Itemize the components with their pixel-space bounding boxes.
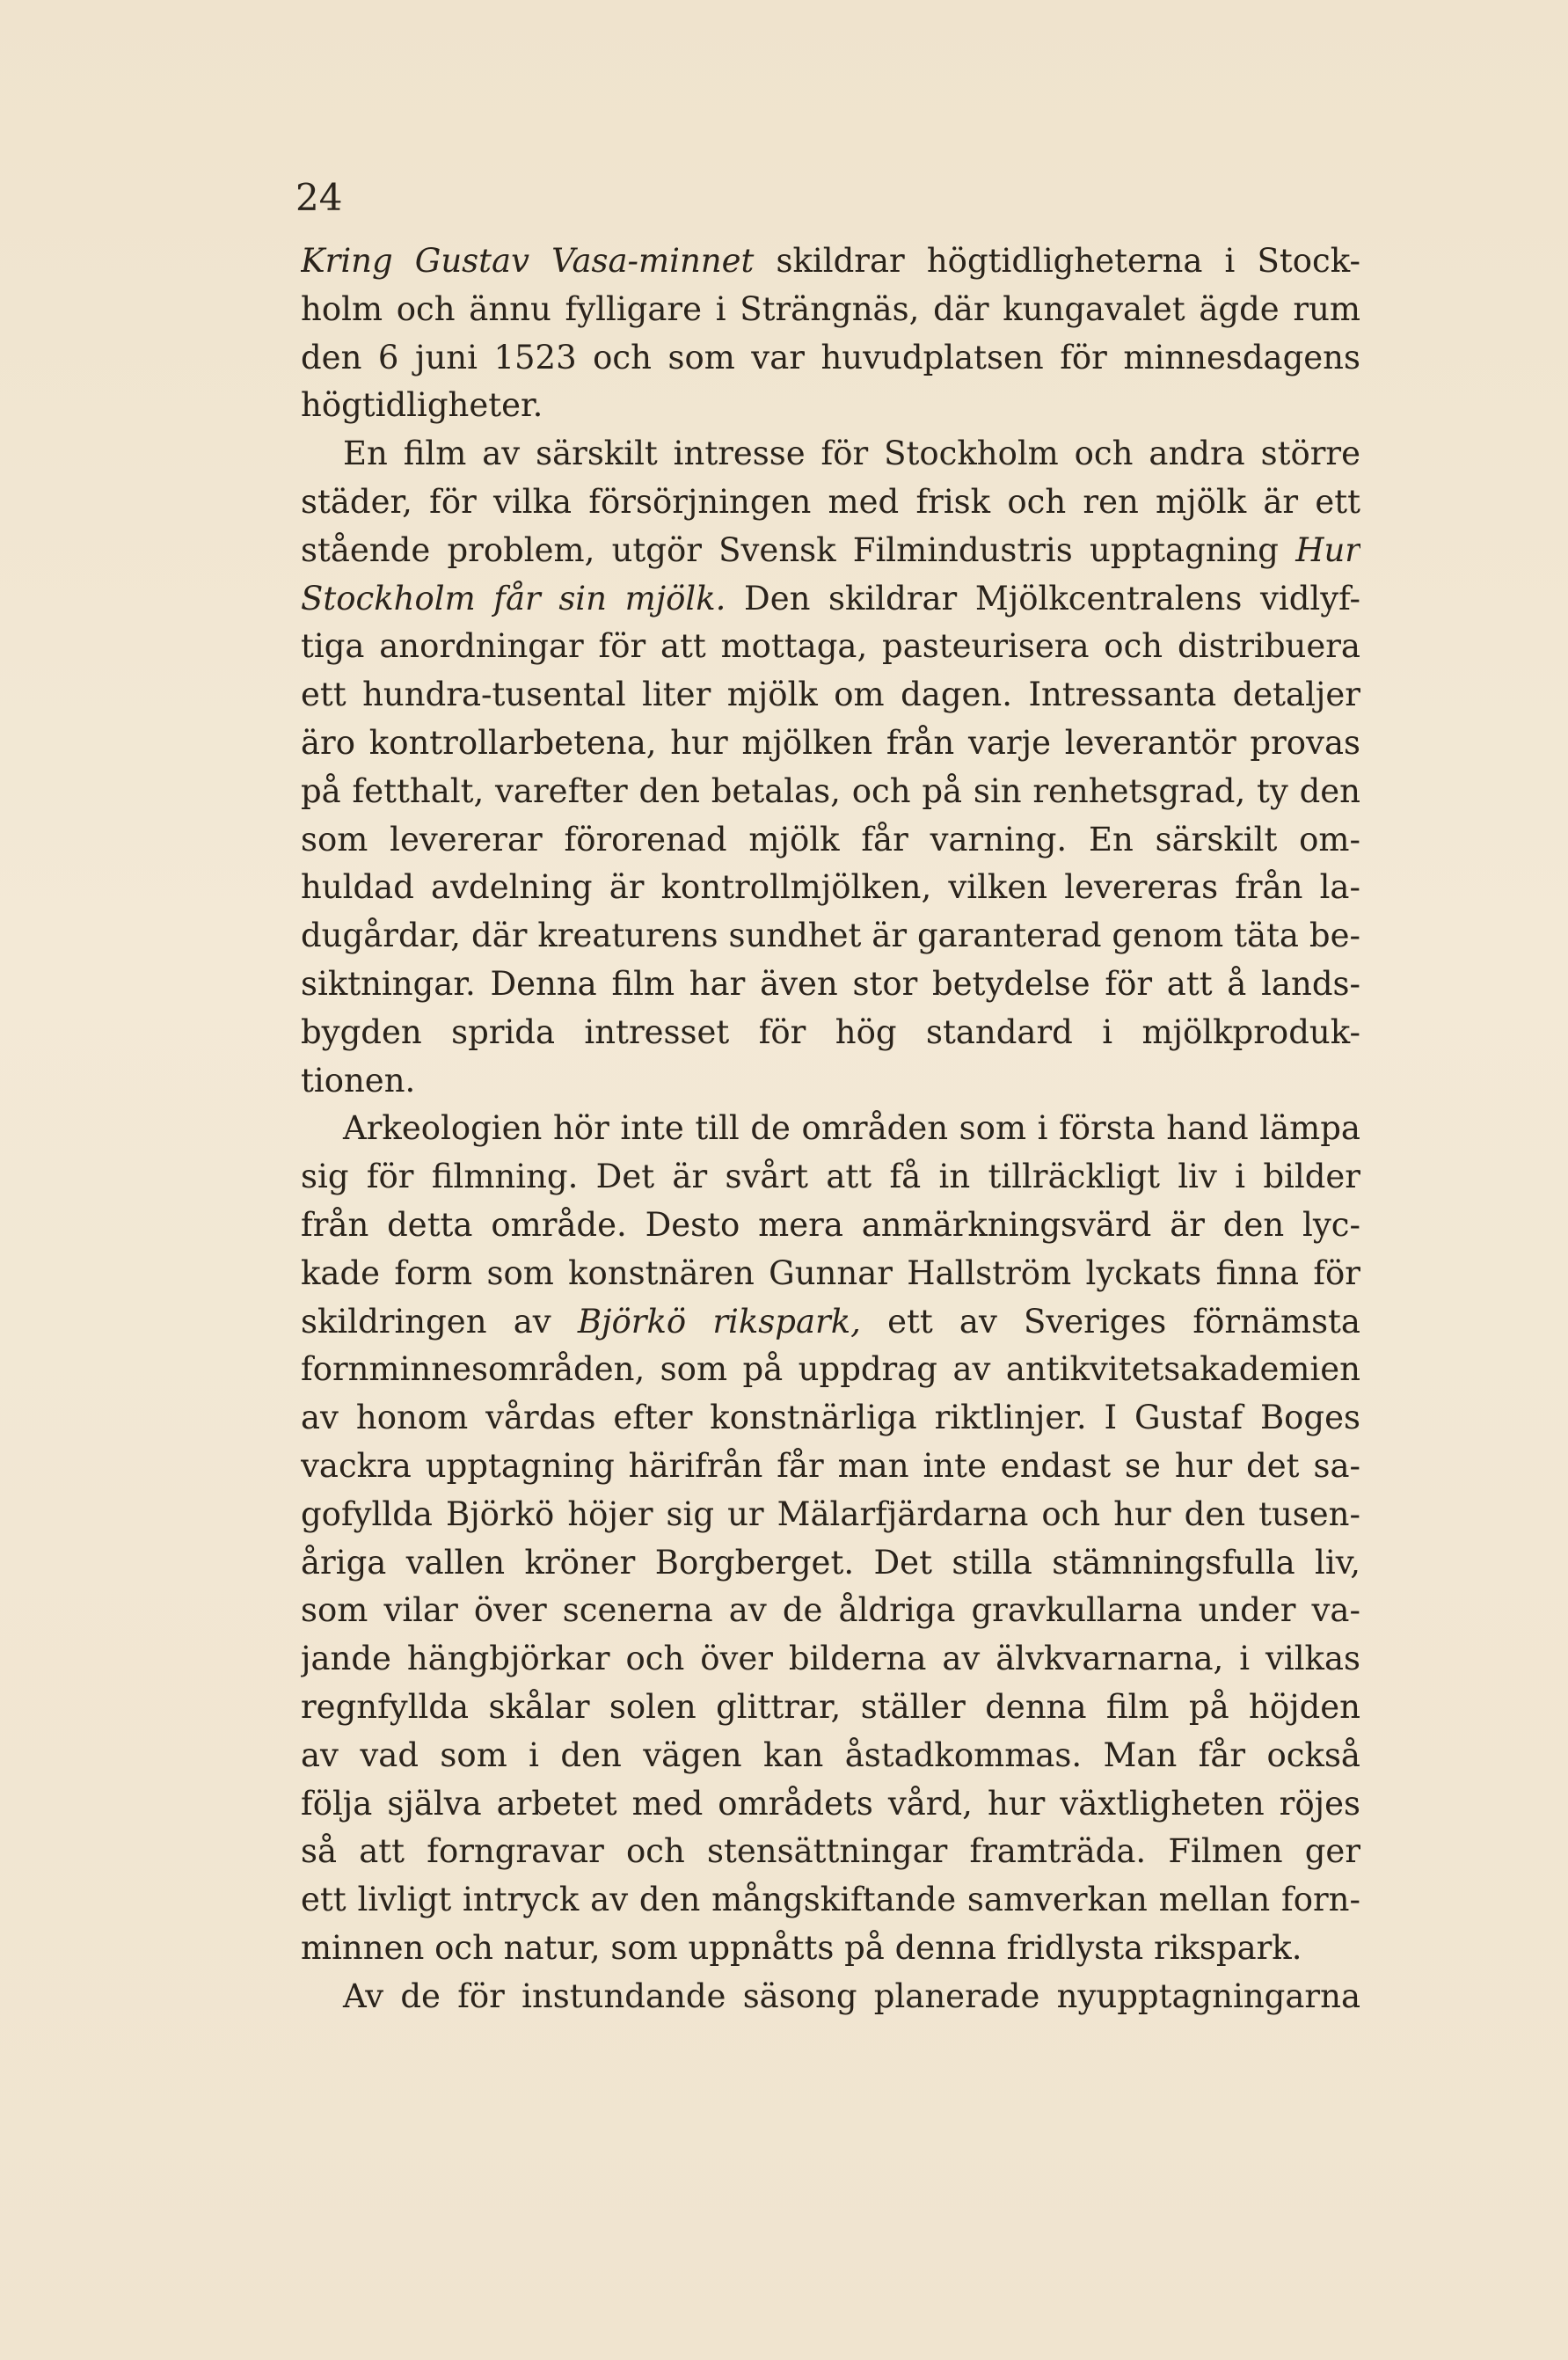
text-line [301, 1009, 1360, 1057]
text-line [301, 961, 1360, 1009]
text-line [301, 382, 1360, 430]
text-line [301, 671, 1360, 720]
text-run: den 6 juni 1523 och som var huvudplatsen för minnesdagens [301, 338, 1360, 376]
text-line [301, 1057, 1360, 1106]
text-line [301, 527, 1360, 575]
text-line [301, 430, 1360, 479]
text-run: äro kontrollarbetena, hur mjölken från varje leverantör provas [301, 723, 1360, 762]
text-run: jande hängbjörkar och över bilderna av älvkvarnarna, i vilkas [301, 1640, 1360, 1678]
text-run: ett livligt intryck av den mångskiftande samverkan mellan forn- [301, 1881, 1360, 1919]
text-run: åriga vallen kröner Borgberget. Det stilla stämningsfulla liv, [301, 1543, 1360, 1582]
text-line [301, 720, 1360, 768]
text-run: ett hundra-tusental liter mjölk om dagen. Intressanta detaljer [301, 676, 1360, 714]
text-line [301, 1443, 1360, 1491]
text-run: stående problem, utgör Svensk Filmindustris upptagning [301, 530, 1296, 569]
text-run: skildringen av [301, 1302, 578, 1341]
text-run: dugårdar, där kreaturens sundhet är garanterad genom täta be- [301, 917, 1360, 955]
text-run: siktningar. Denna film har även stor betydelse för att å lands- [301, 964, 1360, 1003]
text-run: ett av Sveriges förnämsta [860, 1302, 1360, 1341]
text-run: tiga anordningar för att mottaga, pasteurisera och distribuera [301, 627, 1360, 666]
text-line [301, 816, 1360, 865]
text-line [301, 334, 1360, 383]
text-line [301, 1202, 1360, 1250]
text-run: på fetthalt, varefter den betalas, och på sin renhetsgrad, ty den [301, 771, 1360, 810]
italic-title: Hur [1295, 530, 1360, 569]
text-run: En film av särskilt intresse för Stockholm och andra större [343, 435, 1360, 473]
text-run: Av de för instundande säsong planerade nyupptagningarna [343, 1976, 1360, 2015]
text-run: minnen och natur, som uppnåtts på denna fridlysta rikspark. [301, 1928, 1302, 1967]
text-line [301, 623, 1360, 671]
text-run: så att forngravar och stensättningar framträda. Filmen ger [301, 1832, 1360, 1871]
text-run: som levererar förorenad mjölk får varning. En särskilt om- [301, 820, 1360, 859]
text-run: av vad som i den vägen kan åstadkommas. Man får också [301, 1735, 1360, 1774]
text-run: högtidligheter. [301, 386, 543, 425]
text-line [301, 1298, 1360, 1347]
text-line [301, 1346, 1360, 1394]
body-text [301, 237, 1360, 2020]
text-line [301, 1105, 1360, 1153]
text-run: huldad avdelning är kontrollmjölken, vilken levereras från la- [301, 868, 1360, 907]
text-run: sig för filmning. Det är svårt att få in tillräckligt liv i bilder [301, 1158, 1360, 1196]
text-run: Den skildrar Mjölkcentralens vidlyf- [726, 579, 1360, 617]
text-run: bygden sprida intresset för hög standard i mjölkproduk- [301, 1012, 1360, 1051]
text-run: kade form som konstnären Gunnar Hallström lyckats finna för [301, 1253, 1360, 1292]
page-number: 24 [295, 176, 343, 219]
text-line [301, 1925, 1360, 1973]
text-run: regnfyllda skålar solen glittrar, ställer denna film på höjden [301, 1687, 1360, 1726]
text-line [301, 237, 1360, 286]
text-line [301, 1635, 1360, 1684]
text-line [301, 1780, 1360, 1829]
text-line [301, 768, 1360, 816]
text-run: Arkeologien hör inte till de områden som i första hand lämpa [343, 1109, 1360, 1148]
text-line [301, 286, 1360, 334]
text-line [301, 1684, 1360, 1732]
italic-title: Stockholm får sin mjölk. [301, 579, 726, 617]
text-run: vackra upptagning härifrån får man inte endast se hur det sa- [301, 1446, 1360, 1485]
text-line [301, 864, 1360, 912]
text-run: holm och ännu fylligare i Strängnäs, där kungavalet ägde rum [301, 289, 1360, 328]
text-line [301, 1153, 1360, 1202]
text-line [301, 1539, 1360, 1588]
text-line [301, 1973, 1360, 2021]
text-line [301, 1828, 1360, 1876]
text-line [301, 1491, 1360, 1539]
text-run: tionen. [301, 1061, 416, 1100]
text-line [301, 1587, 1360, 1635]
text-line [301, 1876, 1360, 1925]
italic-title: Björkö rikspark, [577, 1302, 861, 1341]
text-line [301, 575, 1360, 624]
text-run: följa själva arbetet med områdets vård, hur växtligheten röjes [301, 1784, 1360, 1823]
text-line [301, 1250, 1360, 1298]
text-run: som vilar över scenerna av de åldriga gravkullarna under va- [301, 1591, 1360, 1630]
text-line [301, 1732, 1360, 1780]
text-run: städer, för vilka försörjningen med frisk och ren mjölk är ett [301, 482, 1360, 521]
text-line [301, 479, 1360, 527]
italic-title: Kring Gustav Vasa-minnet [301, 242, 755, 280]
text-run: fornminnesområden, som på uppdrag av antikvitetsakademien [301, 1350, 1360, 1389]
text-line [301, 1394, 1360, 1443]
text-run: gofyllda Björkö höjer sig ur Mälarfjärdarna och hur den tusen- [301, 1494, 1360, 1533]
text-line [301, 912, 1360, 961]
text-run: från detta område. Desto mera anmärkningsvärd är den lyc- [301, 1205, 1360, 1244]
text-run: av honom vårdas efter konstnärliga riktlinjer. I Gustaf Boges [301, 1399, 1360, 1437]
text-run: skildrar högtidligheterna i Stock- [754, 242, 1360, 280]
